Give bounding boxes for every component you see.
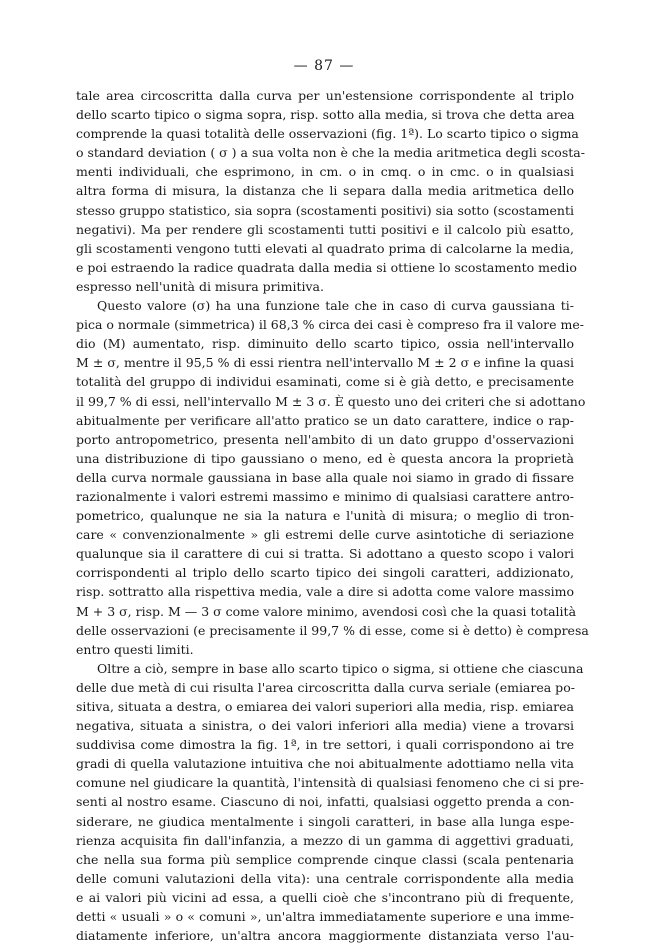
text-line: della curva normale gaussiana in base alla quale noi siamo in grado di fissare (76, 469, 574, 485)
text-line: menti individuali, che esprimono, in cm. o in cmq. o in cmc. o in qualsiasi (76, 164, 574, 180)
text-line: delle comuni valutazioni della vita): una centrale corrispondente alla media (76, 870, 574, 886)
text-line: Oltre a ciò, sempre in base allo scarto tipico o sigma, si ottiene che ciascuna (97, 660, 584, 676)
text-line: che nella sua forma più semplice comprende cinque classi (scala pentenaria (76, 851, 574, 867)
text-line: risp. sottratto alla rispettiva media, vale a dire si adotta come valore massimo (76, 584, 574, 600)
text-line: o standard deviation ( σ ) a sua volta non è che la media aritmetica degli scosta- (76, 145, 585, 161)
text-line: care « convenzionalmente » gli estremi delle curve asintotiche di seriazione (76, 527, 574, 543)
text-line: altra forma di misura, la distanza che li separa dalla media aritmetica dello (76, 183, 574, 199)
text-line: qualunque sia il carattere di cui si tratta. Si adottano a questo scopo i valori (76, 546, 574, 562)
text-line: suddivisa come dimostra la fig. 1ª, in tre settori, i quali corrispondono ai tre (76, 737, 574, 753)
text-line: il 99,7 % di essi, nell'intervallo M ± 3 σ. È questo uno dei criteri che si adottano (76, 393, 586, 409)
text-line: stesso gruppo statistico, sia sopra (scostamenti positivi) sia sotto (scostamenti (76, 202, 574, 218)
text-line: abitualmente per verificare all'atto pratico se un dato carattere, indice o rap- (76, 412, 574, 428)
text-line: espresso nell'unità di misura primitiva. (76, 278, 324, 294)
text-line: diatamente inferiore, un'altra ancora maggiormente distanziata verso l'au- (76, 928, 574, 944)
text-line: M + 3 σ, risp. M — 3 σ come valore minimo, avendosi così che la quasi totalità (76, 603, 577, 619)
text-line: M ± σ, mentre il 95,5 % di essi rientra nell'intervallo M ± 2 σ e infine la quasi (76, 355, 574, 371)
text-line: sitiva, situata a destra, o emiarea dei valori superiori alla media, risp. emiarea (76, 699, 574, 714)
text-line: e poi estraendo la radice quadrata dalla media si ottiene lo scostamento medio (76, 259, 577, 275)
text-line: detti « usuali » o « comuni », un'altra immediatamente superiore e una imme- (76, 909, 574, 925)
text-line: e ai valori più vicini ad essa, a quelli cioè che s'incontrano più di frequente, (76, 889, 574, 905)
text-line: delle osservazioni (e precisamente il 99,7 % di esse, come si è detto) è compresa (76, 622, 589, 638)
text-line: tale area circoscritta dalla curva per un'estensione corrispondente al triplo (76, 88, 574, 103)
text-line: una distribuzione di tipo gaussiano o meno, ed è questa ancora la proprietà (76, 450, 574, 466)
text-line: rienza acquisita fin dall'infanzia, a mezzo di un gamma di aggettivi graduati, (76, 832, 574, 848)
text-line: Questo valore (σ) ha una funzione tale che in caso di curva gaussiana ti- (97, 298, 574, 314)
text-line: dio (M) aumentato, risp. diminuito dello scarto tipico, ossia nell'intervallo (76, 336, 574, 352)
body-text (76, 86, 589, 945)
text-line: pometrico, qualunque ne sia la natura e l'unità di misura; o meglio di tron- (76, 508, 574, 524)
text-line: siderare, ne giudica mentalmente i singoli caratteri, in base alla lunga espe- (76, 813, 574, 829)
text-line: negativa, situata a sinistra, o dei valori inferiori alla media) viene a trovarsi (76, 718, 574, 734)
text-line: comprende la quasi totalità delle osservazioni (fig. 1ª). Lo scarto tipico o sigma (76, 126, 579, 142)
text-line: razionalmente i valori estremi massimo e minimo di qualsiasi carattere antro- (76, 488, 574, 504)
text-line: senti al nostro esame. Ciascuno di noi, infatti, qualsiasi oggetto prenda a con- (76, 794, 574, 810)
text-line: negativi). Ma per rendere gli scostamenti tutti positivi e il calcolo più esatto, (76, 221, 574, 237)
text-line: gli scostamenti vengono tutti elevati al quadrato prima di calcolarne la media, (76, 240, 574, 256)
text-line: gradi di quella valutazione intuitiva che noi abitualmente adottiamo nella vita (76, 756, 574, 772)
text-line: comune nel giudicare la quantità, l'intensità di qualsiasi fenomeno che ci si pre- (76, 775, 584, 791)
text-line: porto antropometrico, presenta nell'ambito di un dato gruppo d'osservazioni (76, 431, 574, 447)
text-line: entro questi limiti. (76, 641, 194, 657)
text-line: delle due metà di cui risulta l'area circoscritta dalla curva seriale (emiarea po- (76, 679, 575, 695)
text-line: pica o normale (simmetrica) il 68,3 % circa dei casi è compreso fra il valore me- (76, 317, 584, 333)
text-line: totalità del gruppo di individui esaminati, come si è già detto, e precisamente (76, 374, 574, 390)
page-number: — 87 — (293, 58, 355, 74)
text-line: corrispondenti al triplo dello scarto tipico dei singoli caratteri, addizionato, (76, 565, 574, 581)
text-line: dello scarto tipico o sigma sopra, risp. sotto alla media, si trova che detta area (76, 107, 575, 123)
